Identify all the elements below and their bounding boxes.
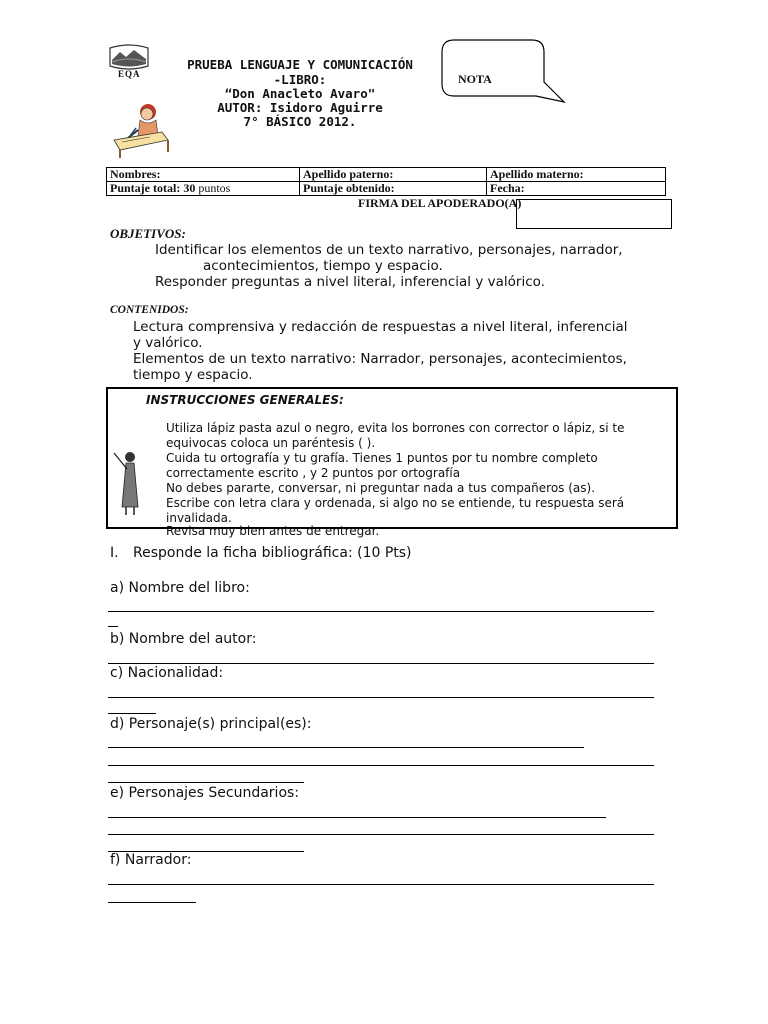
title-line-4: AUTOR: Isidoro Aguirre <box>217 100 383 115</box>
objetivo-1: Identificar los elementos de un texto narrativo, personajes, narrador, <box>155 242 623 258</box>
table-row <box>107 182 666 196</box>
instr-1-line-2: equivocas coloca un paréntesis ( ). <box>166 436 376 450</box>
title-line-3: “Don Anacleto Avaro" <box>224 86 376 101</box>
objetivo-1-cont: acontecimientos, tiempo y espacio. <box>203 258 443 274</box>
answer-line-c-2[interactable] <box>108 713 156 714</box>
answer-line-f-1[interactable] <box>108 884 654 885</box>
instr-5-line-1: Revisa muy bien antes de entregar. <box>166 524 380 538</box>
title-line-2: -LIBRO: <box>273 72 327 87</box>
firma-box[interactable] <box>516 199 672 229</box>
instructions-box <box>106 387 678 538</box>
grade-bubble <box>440 38 570 108</box>
answer-line-f-2[interactable] <box>108 902 196 903</box>
title-line-5: 7° BÁSICO 2012. <box>243 114 357 129</box>
question-c: c) Nacionalidad: <box>110 665 224 681</box>
apellido-materno-cell[interactable]: Apellido materno: <box>487 168 666 182</box>
student-info-table <box>106 167 666 196</box>
section-title: Responde la ficha bibliográfica: (10 Pts) <box>133 545 412 561</box>
contenidos-title: CONTENIDOS: <box>110 304 189 316</box>
nombres-cell[interactable]: Nombres: <box>107 168 300 182</box>
nota-label: NOTA <box>458 72 492 86</box>
answer-line-d-3[interactable] <box>108 782 304 783</box>
contenido-1: Lectura comprensiva y redacción de respuestas a nivel literal, inferencial <box>133 319 628 335</box>
answer-line-b[interactable] <box>108 663 654 664</box>
instr-2-line-2: correctamente escrito , y 2 puntos por ortografía <box>166 466 461 480</box>
puntaje-obtenido-cell[interactable]: Puntaje obtenido: <box>300 182 487 196</box>
instr-1-line-1: Utiliza lápiz pasta azul o negro, evita los borrones con corrector o lápiz, si te <box>166 421 625 435</box>
answer-line-e-1[interactable] <box>108 817 606 818</box>
question-d: d) Personaje(s) principal(es): <box>110 716 312 732</box>
instr-2-line-1: Cuida tu ortografía y tu grafía. Tienes 1 puntos por tu nombre completo <box>166 451 598 465</box>
answer-line-a-2[interactable] <box>108 626 118 627</box>
fecha-cell[interactable]: Fecha: <box>487 182 666 196</box>
teacher-figure-icon <box>112 447 142 517</box>
question-b: b) Nombre del autor: <box>110 631 257 647</box>
question-a: a) Nombre del libro: <box>110 580 250 596</box>
instr-3-line-1: No debes pararte, conversar, ni preguntar nada a tus compañeros (as). <box>166 481 596 495</box>
table-row <box>107 168 666 182</box>
answer-line-c[interactable] <box>108 697 654 698</box>
objetivo-2: Responder preguntas a nivel literal, inferencial y valórico. <box>155 274 545 290</box>
answer-line-a[interactable] <box>108 611 654 612</box>
question-f: f) Narrador: <box>110 852 192 868</box>
instr-4-line-2: invalidada. <box>166 511 232 525</box>
puntaje-total-cell: Puntaje total: 30 puntos <box>107 182 300 196</box>
firma-label: FIRMA DEL APODERADO(A) <box>358 196 522 210</box>
section-numeral: I. <box>110 545 119 561</box>
contenido-2-cont: tiempo y espacio. <box>133 367 253 383</box>
instr-4-line-1: Escribe con letra clara y ordenada, si algo no se entiende, tu respuesta será <box>166 496 625 510</box>
logo-text: EQA <box>118 69 141 79</box>
instructions-title: INSTRUCCIONES GENERALES: <box>146 393 344 407</box>
answer-line-e-2[interactable] <box>108 834 654 835</box>
question-e: e) Personajes Secundarios: <box>110 785 300 801</box>
title-line-1: PRUEBA LENGUAJE Y COMUNICACIÓN <box>187 57 413 72</box>
objetivos-title: OBJETIVOS: <box>110 226 186 241</box>
contenido-2: Elementos de un texto narrativo: Narrador, personajes, acontecimientos, <box>133 351 627 367</box>
contenido-1-cont: y valórico. <box>133 335 203 351</box>
apellido-paterno-cell[interactable]: Apellido paterno: <box>300 168 487 182</box>
answer-line-d-1[interactable] <box>108 747 584 748</box>
answer-line-d-2[interactable] <box>108 765 654 766</box>
